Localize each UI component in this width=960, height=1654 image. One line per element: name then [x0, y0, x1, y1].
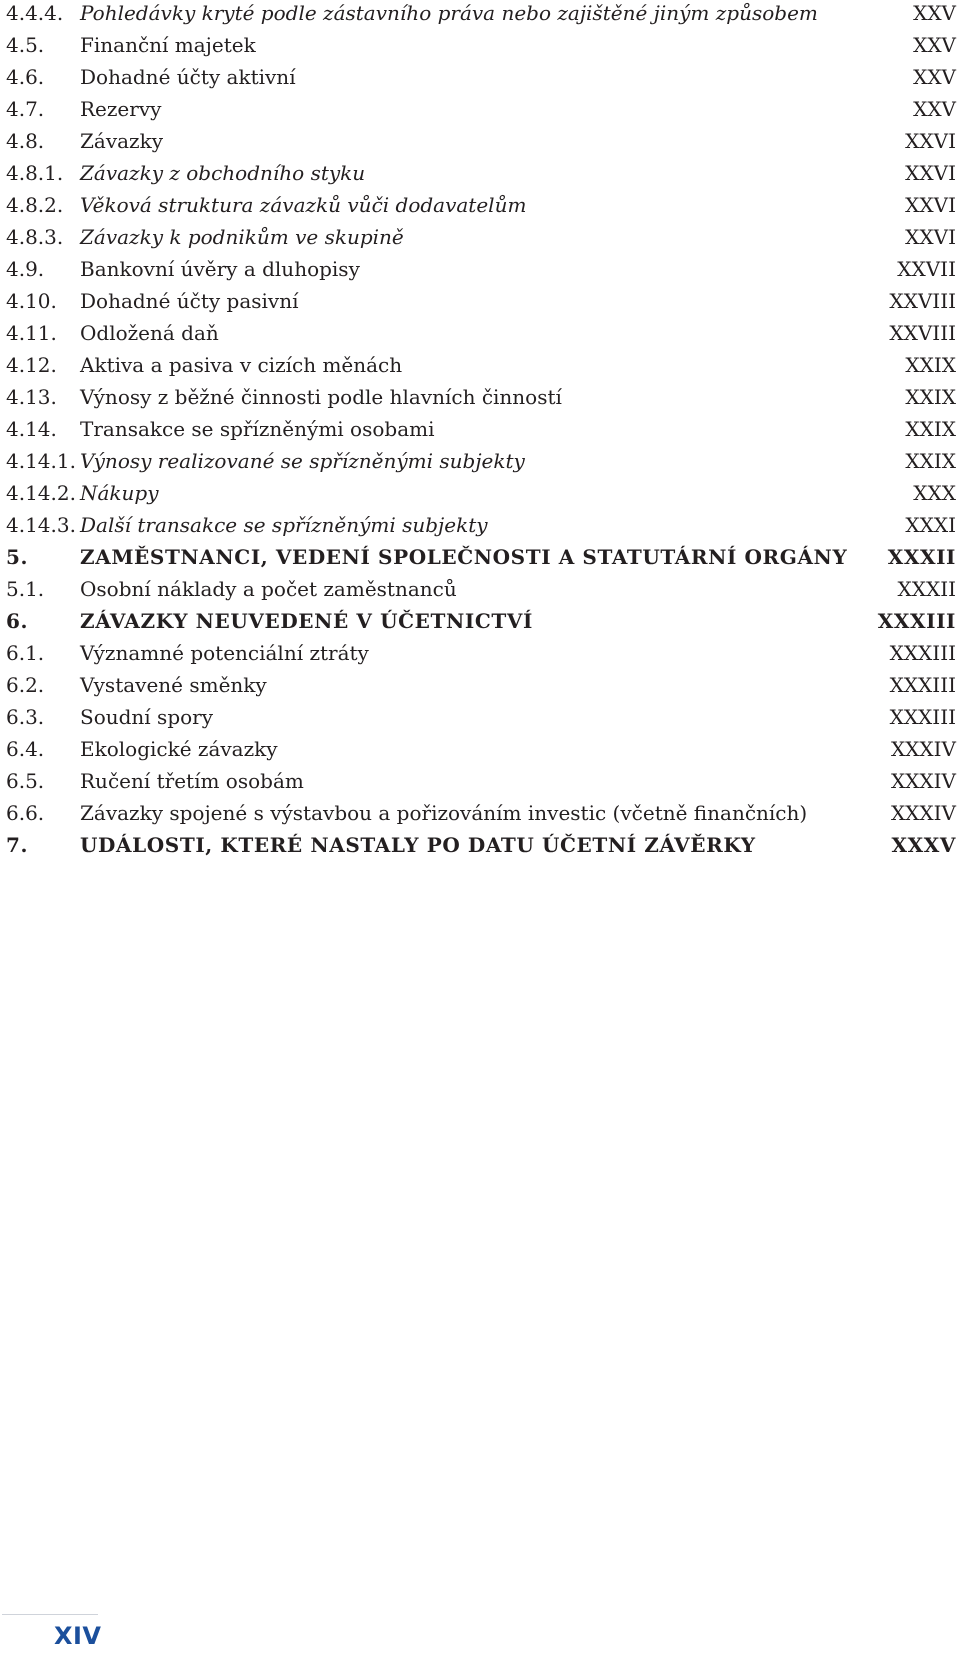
toc-entry-number: 4.8.: [6, 129, 45, 153]
toc-entry-number: 4.7.: [6, 97, 45, 121]
toc-entry-page: XXXII: [887, 545, 956, 569]
toc-entry-title: Pohledávky kryté podle zástavního práva nebo zajištěné jiným způsobem: [80, 1, 818, 25]
toc-entry-page: XXV: [913, 65, 956, 89]
toc-entry-page: XXVI: [905, 225, 956, 249]
toc-entry-number: 5.: [6, 545, 29, 569]
toc-entry[interactable]: [6, 672, 956, 704]
toc-entry[interactable]: [6, 736, 956, 768]
toc-entry-title: Rezervy: [80, 97, 162, 121]
toc-entry-title: UDÁLOSTI, KTERÉ NASTALY PO DATU ÚČETNÍ ZÁVĚRKY: [80, 833, 756, 857]
toc-entry-title: Bankovní úvěry a dluhopisy: [80, 257, 360, 281]
toc-entry-number: 4.14.1.: [6, 449, 76, 473]
toc-entry-number: 4.6.: [6, 65, 45, 89]
toc-entry-title: Soudní spory: [80, 705, 214, 729]
toc-entry-number: 7.: [6, 833, 29, 857]
toc-entry-title: Dohadné účty pasivní: [80, 289, 299, 313]
toc-entry-number: 4.8.1.: [6, 161, 64, 185]
toc-entry[interactable]: [6, 704, 956, 736]
toc-entry-number: 4.11.: [6, 321, 57, 345]
toc-entry-number: 6.3.: [6, 705, 45, 729]
toc-entry-page: XXV: [913, 1, 956, 25]
toc-entry-title: Odložená daň: [80, 321, 219, 345]
toc-entry-page: XXIX: [905, 417, 956, 441]
toc-entry-page: XXV: [913, 33, 956, 57]
toc-entry[interactable]: [6, 640, 956, 672]
toc-entry[interactable]: [6, 256, 956, 288]
toc-entry-page: XXIX: [905, 449, 956, 473]
toc-entry[interactable]: [6, 0, 956, 32]
toc-entry-title: ZAMĚSTNANCI, VEDENÍ SPOLEČNOSTI A STATUTÁRNÍ ORGÁNY: [80, 545, 848, 569]
toc-entry-number: 4.10.: [6, 289, 57, 313]
toc-entry[interactable]: [6, 832, 956, 864]
toc-entry-number: 4.14.2.: [6, 481, 76, 505]
toc-entry-title: Dohadné účty aktivní: [80, 65, 296, 89]
toc-entry-page: XXVI: [905, 129, 956, 153]
toc-entry-title: ZÁVAZKY NEUVEDENÉ V ÚČETNICTVÍ: [80, 609, 533, 633]
toc-entry-number: 6.4.: [6, 737, 45, 761]
toc-entry-number: 4.8.3.: [6, 225, 64, 249]
toc-entry-number: 6.2.: [6, 673, 45, 697]
toc-entry-title: Závazky spojené s výstavbou a pořizováním investic (včetně finančních): [80, 801, 808, 825]
toc-entry-title: Závazky k podnikům ve skupině: [80, 225, 404, 249]
toc-entry[interactable]: [6, 576, 956, 608]
toc-entry[interactable]: [6, 160, 956, 192]
toc-entry-title: Věková struktura závazků vůči dodavatelům: [80, 193, 527, 217]
toc-entry-title: Transakce se spřízněnými osobami: [80, 417, 435, 441]
toc-entry-number: 4.9.: [6, 257, 45, 281]
toc-entry-number: 5.1.: [6, 577, 45, 601]
page-number: XIV: [54, 1622, 102, 1650]
toc-entry[interactable]: [6, 544, 956, 576]
toc-entry[interactable]: [6, 512, 956, 544]
toc-entry-page: XXVII: [897, 257, 956, 281]
toc-entry-title: Výnosy z běžné činnosti podle hlavních činností: [80, 385, 562, 409]
toc-entry[interactable]: [6, 128, 956, 160]
toc-entry-title: Závazky z obchodního styku: [80, 161, 366, 185]
toc-entry[interactable]: [6, 448, 956, 480]
toc-entry[interactable]: [6, 64, 956, 96]
table-of-contents: [6, 0, 956, 864]
toc-entry[interactable]: [6, 416, 956, 448]
toc-entry[interactable]: [6, 96, 956, 128]
toc-entry-number: 6.6.: [6, 801, 45, 825]
toc-entry-page: XXXIII: [889, 641, 956, 665]
toc-entry-page: XXIX: [905, 353, 956, 377]
footer-rule: [2, 1614, 98, 1615]
toc-entry-page: XXVIII: [889, 321, 956, 345]
toc-entry-number: 4.5.: [6, 33, 45, 57]
toc-entry-title: Nákupy: [80, 481, 159, 505]
toc-entry[interactable]: [6, 32, 956, 64]
toc-entry-title: Ručení třetím osobám: [80, 769, 304, 793]
toc-entry[interactable]: [6, 224, 956, 256]
toc-entry-number: 4.12.: [6, 353, 57, 377]
toc-entry-page: XXXII: [897, 577, 956, 601]
toc-entry-title: Závazky: [80, 129, 163, 153]
toc-entry-page: XXXIII: [889, 705, 956, 729]
toc-entry-number: 4.4.4.: [6, 1, 64, 25]
toc-entry-title: Finanční majetek: [80, 33, 256, 57]
toc-entry-page: XXXV: [891, 833, 956, 857]
toc-entry-page: XXV: [913, 97, 956, 121]
toc-entry-page: XXXIV: [890, 737, 956, 761]
toc-entry-title: Osobní náklady a počet zaměstnanců: [80, 577, 457, 601]
toc-entry-title: Ekologické závazky: [80, 737, 278, 761]
toc-entry-number: 6.5.: [6, 769, 45, 793]
toc-entry-title: Významné potenciální ztráty: [80, 641, 369, 665]
toc-entry-page: XXVI: [905, 161, 956, 185]
toc-entry[interactable]: [6, 192, 956, 224]
toc-entry-number: 4.8.2.: [6, 193, 64, 217]
toc-entry-number: 4.14.3.: [6, 513, 76, 537]
toc-entry-page: XXXIII: [889, 673, 956, 697]
toc-entry[interactable]: [6, 352, 956, 384]
toc-entry[interactable]: [6, 800, 956, 832]
toc-entry-number: 4.13.: [6, 385, 57, 409]
toc-entry-title: Aktiva a pasiva v cizích měnách: [80, 353, 403, 377]
toc-entry-page: XXVIII: [889, 289, 956, 313]
toc-entry-title: Výnosy realizované se spřízněnými subjekty: [80, 449, 525, 473]
toc-entry-page: XXXIII: [877, 609, 956, 633]
toc-entry-page: XXXI: [905, 513, 956, 537]
toc-entry-page: XXVI: [905, 193, 956, 217]
toc-entry[interactable]: [6, 480, 956, 512]
toc-entry-title: Vystavené směnky: [80, 673, 267, 697]
toc-entry[interactable]: [6, 288, 956, 320]
toc-entry-number: 6.: [6, 609, 29, 633]
toc-entry-page: XXX: [913, 481, 956, 505]
toc-entry-number: 6.1.: [6, 641, 45, 665]
toc-entry-page: XXXIV: [890, 769, 956, 793]
toc-entry-number: 4.14.: [6, 417, 57, 441]
toc-entry[interactable]: [6, 320, 956, 352]
toc-entry-page: XXIX: [905, 385, 956, 409]
toc-entry-title: Další transakce se spřízněnými subjekty: [80, 513, 488, 537]
toc-entry[interactable]: [6, 608, 956, 640]
toc-entry-page: XXXIV: [890, 801, 956, 825]
toc-entry[interactable]: [6, 768, 956, 800]
toc-entry[interactable]: [6, 384, 956, 416]
